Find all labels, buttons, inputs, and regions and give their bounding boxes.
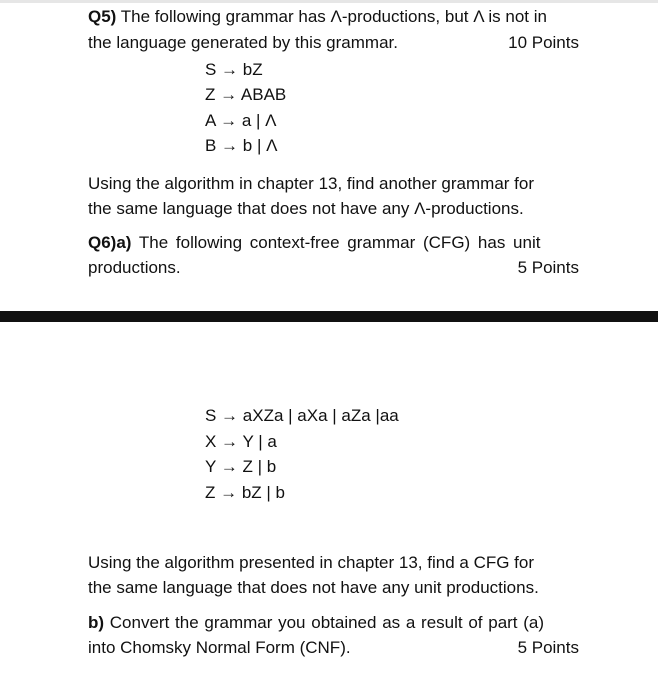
q5-instruction-1: Using the algorithm in chapter 13, find another grammar for: [88, 174, 535, 193]
q6b-second-line: [88, 636, 579, 660]
q5-rule-3: A → a | Λ: [205, 111, 277, 130]
q6a-instruction-2: the same language that does not have any unit productions.: [88, 578, 539, 597]
q5-rule-1: S → bZ: [205, 60, 263, 79]
q5-second-line: [88, 31, 579, 55]
q5-line1-text: The following grammar has Λ-productions, but Λ is not in: [116, 7, 547, 26]
top-band: [0, 0, 658, 3]
q5-label: Q5): [88, 7, 117, 26]
q5-instruction-2: the same language that does not have any Λ-productions.: [88, 199, 524, 218]
q6b-label: b): [88, 613, 105, 632]
q5-points: 10 Points: [508, 33, 579, 52]
q5-heading-line: [88, 5, 579, 29]
q6a-line2-text: productions.: [88, 258, 181, 277]
q6b-points: 5 Points: [517, 638, 579, 657]
q6a-rule-3: Y → Z | b: [205, 457, 277, 476]
q5-rule-4: B → b | Λ: [205, 136, 278, 155]
q6b-line1-text: Convert the grammar you obtained as a result of part (a): [104, 613, 545, 632]
q5-line2-text: the language generated by this grammar.: [88, 33, 398, 52]
q6a-instruction-1: Using the algorithm presented in chapter 13, find a CFG for: [88, 553, 535, 572]
q6a-rule-1: S → aXZa | aXa | aZa |aa: [205, 406, 399, 425]
q6b-line2-text: into Chomsky Normal Form (CNF).: [88, 638, 351, 657]
q6b-heading-line: [88, 611, 579, 635]
q6a-label: Q6)a): [88, 233, 132, 252]
q6a-points: 5 Points: [517, 258, 579, 277]
q6a-rule-2: X → Y | a: [205, 432, 277, 451]
q6a-heading-line: [88, 231, 579, 255]
q6a-second-line: [88, 256, 579, 280]
page-divider: [0, 311, 658, 322]
q6a-rule-4: Z → bZ | b: [205, 483, 285, 502]
q6a-line1-text: The following context-free grammar (CFG) has unit: [131, 233, 541, 252]
q5-rule-2: Z → ABAB: [205, 85, 287, 104]
